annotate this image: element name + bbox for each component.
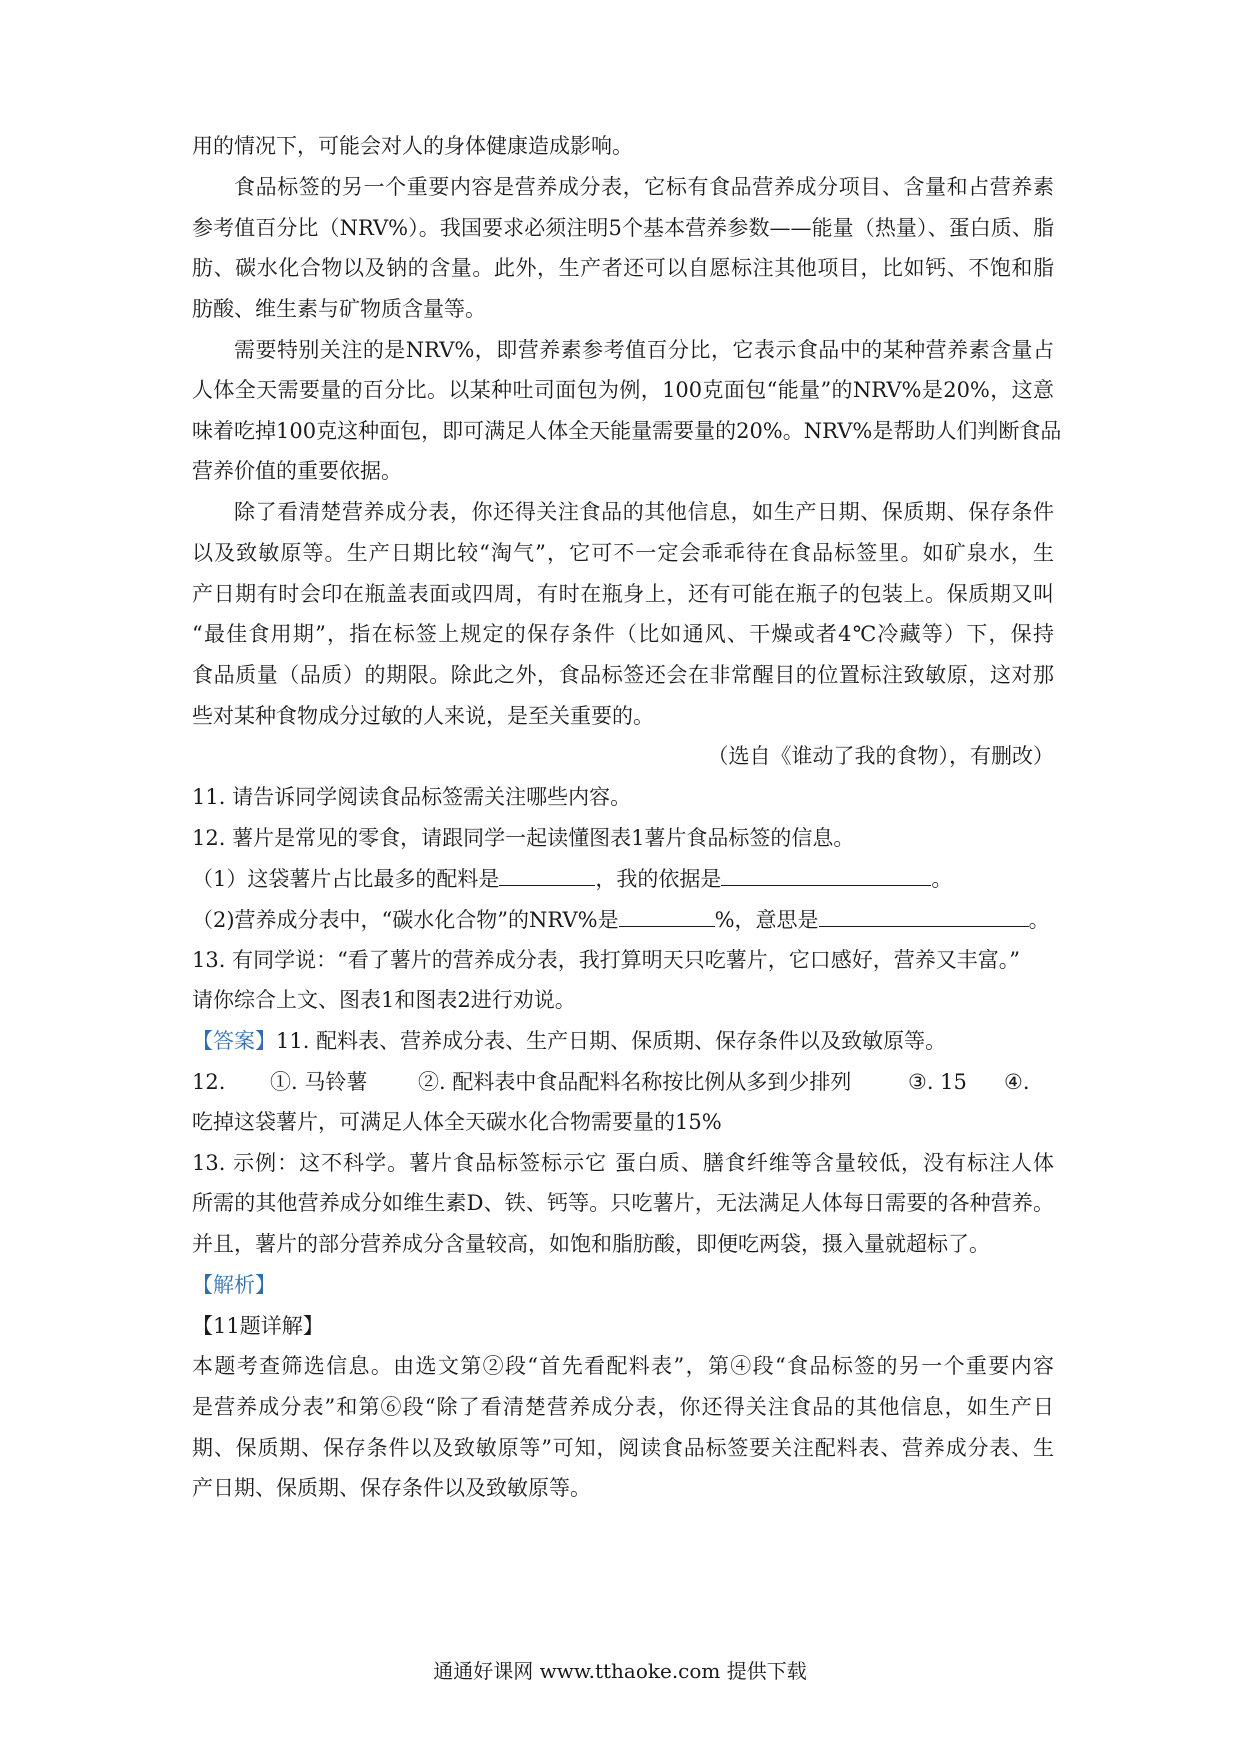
question-13-line-2: 请你综合上文、图表1和图表2进行劝说。 [192,988,576,1012]
answer-12-num: 12. [192,1070,226,1094]
answer-12-part-1: ①. 马铃薯 [270,1070,368,1094]
analysis-tag: 【解析】 [192,1273,276,1297]
article-line: 肪、碳水化合物以及钠的含量。此外，生产者还可以自愿标注其他项目，比如钙、不饱和脂 [192,256,1054,280]
article-line: 除了看清楚营养成分表，你还得关注食品的其他信息，如生产日期、保质期、保存条件 [234,500,1054,524]
article-line: 食品质量（品质）的期限。除此之外，食品标签还会在非常醒目的位置标注致敏原，这对那 [192,663,1054,687]
article-line: 以及致敏原等。生产日期比较“淘气”，它可不一定会乖乖待在食品标签里。如矿泉水，生 [192,541,1054,565]
answer-11: 11. 配料表、营养成分表、生产日期、保质期、保存条件以及致敏原等。 [276,1029,947,1053]
article-line: 产日期有时会印在瓶盖表面或四周，有时在瓶身上，还有可能在瓶子的包装上。保质期又叫 [192,582,1054,606]
answer-blank[interactable] [499,863,595,886]
answer-blank[interactable] [721,863,931,886]
article-line: 味着吃掉100克这种面包，即可满足人体全天能量需要量的20%。NRV%是帮助人们判断食品 [192,419,1062,443]
question-12-1 [192,863,1054,893]
article-line: 营养价值的重要依据。 [192,459,402,483]
analysis-subheading: 【11题详解】 [192,1314,324,1338]
analysis-line: 产日期、保质期、保存条件以及致敏原等。 [192,1476,591,1500]
analysis-line: 是营养成分表”和第⑥段“除了看清楚营养成分表，你还得关注食品的其他信息，如生产日 [192,1395,1054,1419]
question-12-2-text: （2)营养成分表中，“碳水化合物”的NRV%是 [192,908,619,932]
answer-12-line-2: 吃掉这袋薯片，可满足人体全天碳水化合物需要量的15% [192,1110,722,1134]
answer-12-part-4: ④. [1004,1070,1030,1094]
answer-blank[interactable] [619,904,715,927]
question-11: 11. 请告诉同学阅读食品标签需关注哪些内容。 [192,785,632,809]
article-line: 食品标签的另一个重要内容是营养成分表，它标有食品营养成分项目、含量和占营养素 [234,175,1054,199]
answer-13-line-2: 所需的其他营养成分如维生素D、铁、钙等。只吃薯片，无法满足人体每日需要的各种营养。 [192,1191,1054,1215]
answer-13-line-3: 并且，薯片的部分营养成分含量较高，如饱和脂肪酸，即便吃两袋，摄入量就超标了。 [192,1232,990,1256]
answer-11-line [192,1026,1054,1056]
question-12-2-text-b: %，意思是 [714,908,819,932]
question-12: 12. 薯片是常见的零食，请跟同学一起读懂图表1薯片食品标签的信息。 [192,826,855,850]
article-line: 人体全天需要量的百分比。以某种吐司面包为例，100克面包“能量”的NRV%是20%，这意 [192,378,1054,402]
article-line: 需要特别关注的是NRV%，即营养素参考值百分比，它表示食品中的某种营养素含量占 [234,338,1054,362]
answer-blank[interactable] [819,904,1029,927]
answer-12-part-3: ③. 15 [908,1070,967,1094]
question-13-line-1: 13. 有同学说：“看了薯片的营养成分表，我打算明天只吃薯片，它口感好，营养又丰富。” [192,948,1021,972]
analysis-line: 本题考查筛选信息。由选文第②段“首先看配料表”，第④段“食品标签的另一个重要内容 [192,1354,1054,1378]
question-12-1-text: （1）这袋薯片占比最多的配料是 [192,867,500,891]
question-12-1-text-b: ，我的依据是 [595,867,722,891]
answer-12-line [192,1067,1054,1097]
question-12-2-end: 。 [1028,908,1050,932]
analysis-line: 期、保质期、保存条件以及致敏原等”可知，阅读食品标签要关注配料表、营养成分表、生 [192,1436,1054,1460]
question-12-1-end: 。 [931,867,953,891]
article-source: （选自《谁动了我的食物），有删改） [707,744,1054,768]
answer-tag: 【答案】 [192,1029,276,1053]
article-line: 些对某种食物成分过敏的人来说，是至关重要的。 [192,704,654,728]
article-line: 参考值百分比（NRV%）。我国要求必须注明5个基本营养参数——能量（热量）、蛋白质、脂 [192,216,1054,240]
answer-13-line-1: 13. 示例：这不科学。薯片食品标签标示它 蛋白质、膳食纤维等含量较低，没有标注人体 [192,1151,1054,1175]
article-line: 肪酸、维生素与矿物质含量等。 [192,297,486,321]
article-line: 用的情况下，可能会对人的身体健康造成影响。 [192,134,633,158]
page-footer: 通通好课网 www.tthaoke.com 提供下载 [433,1659,807,1683]
article-line: “最佳食用期”，指在标签上规定的保存条件（比如通风、干燥或者4℃冷藏等）下，保持 [192,622,1054,646]
answer-12-part-2: ②. 配料表中食品配料名称按比例从多到少排列 [418,1070,852,1094]
question-12-2 [192,904,1054,934]
